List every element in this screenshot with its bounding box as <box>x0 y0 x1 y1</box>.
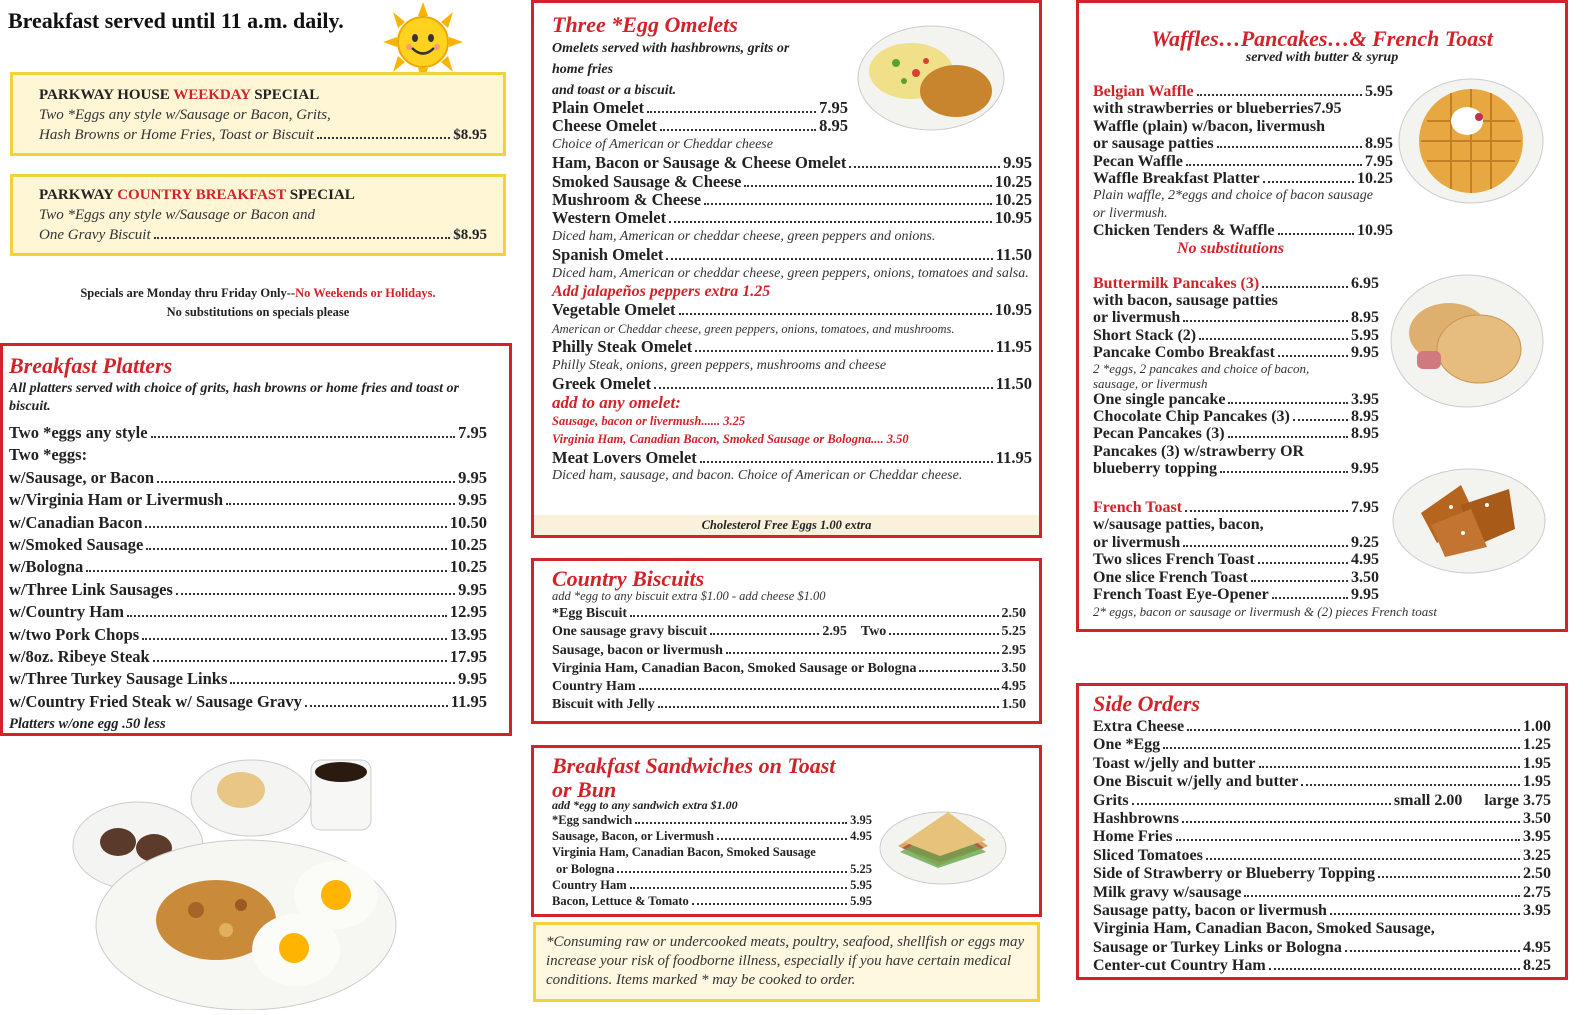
platter-item: w/Canadian Bacon 10.50 <box>9 512 487 532</box>
omelets-sub3: and toast or a biscuit. <box>552 83 677 98</box>
side-item: Side of Strawberry or Blueberry Topping 2.50 <box>1093 865 1551 883</box>
platter-eggs-label: Two *eggs: <box>9 445 88 465</box>
weekday-special-line2 <box>39 127 487 144</box>
sandwich-item-line: Virginia Ham, Canadian Bacon, Smoked Sausage <box>552 845 816 860</box>
biscuit-item: Biscuit with Jelly 1.50 <box>552 697 1026 713</box>
weekday-special-box <box>10 72 506 156</box>
waffle-item: Waffle Breakfast Platter 10.25 <box>1093 170 1393 188</box>
waffle-note: Plain waffle, 2*eggs and choice of bacon sausage or livermush. <box>1093 188 1373 221</box>
french-toast-item: or livermush 9.25 <box>1093 533 1379 551</box>
waffle-item: Chicken Tenders & Waffle 10.95 <box>1093 222 1393 240</box>
country-title-highlight: COUNTRY BREAKFAST <box>117 187 287 203</box>
biscuit-item: Virginia Ham, Canadian Bacon, Smoked Sausage or Bologna 3.50 <box>552 660 1026 676</box>
side-item: Extra Cheese 1.00 <box>1093 718 1551 735</box>
country-special-box <box>10 174 506 256</box>
platter-item: w/Sausage, or Bacon 9.95 <box>9 467 487 487</box>
side-orders-box <box>1076 683 1568 980</box>
side-item: Sliced Tomatoes 3.25 <box>1093 846 1551 864</box>
weekday-title-highlight: WEEKDAY <box>173 87 251 103</box>
platter-item: w/Virginia Ham or Livermush 9.95 <box>9 490 487 510</box>
side-item-grits: Grits small 2.00 large 3.75 <box>1093 791 1551 809</box>
french-toast-list <box>1093 499 1437 621</box>
country-title-post: SPECIAL <box>286 187 355 203</box>
side-item: Home Fries 3.95 <box>1093 828 1551 846</box>
omelet-item: Western Omelet 10.95 <box>552 208 1032 228</box>
platter-item: w/two Pork Chops 13.95 <box>9 624 487 644</box>
country-special-title <box>39 187 355 204</box>
disclaimer-text: *Consuming raw or undercooked meats, poultry, seafood, shellfish or eggs may increase your risk of foodborne illness, especially if you have certain medical conditions. Items marked * may be cooked to order. <box>546 934 1025 988</box>
waffle-item: Pecan Waffle 7.95 <box>1093 152 1393 170</box>
sandwich-photo <box>878 796 1008 886</box>
weekday-title-post: SPECIAL <box>250 87 320 103</box>
cholesterol-free-note: Cholesterol Free Eggs 1.00 extra <box>534 515 1039 535</box>
omelet-list <box>552 99 1032 486</box>
french-toast-photo <box>1391 465 1547 575</box>
breakfast-plate-photo <box>66 750 426 1010</box>
pancake-item: Pecan Pancakes (3) 8.95 <box>1093 425 1379 443</box>
omelet-addon-1: Sausage, bacon or livermush...... 3.25 <box>552 413 746 428</box>
omelet-item: Smoked Sausage & Cheese 10.25 <box>552 171 1032 191</box>
omelet-note: Diced ham, American or cheddar cheese, green peppers, onions, tomatoes and salsa. <box>552 265 1029 281</box>
french-toast-note: 2* eggs, bacon or sausage or livermush & (2) pieces French toast <box>1093 604 1437 620</box>
specials-no-substitutions: No substitutions on specials please <box>166 305 350 319</box>
biscuits-list <box>552 605 1026 715</box>
omelet-jalapeno-addon: Add jalapeños peppers extra 1.25 <box>552 283 771 301</box>
omelets-box <box>531 0 1042 538</box>
platter-item: w/Country Ham 12.95 <box>9 602 487 622</box>
sides-list <box>1093 718 1551 976</box>
country-special-line2 <box>39 227 487 244</box>
omelet-item: Cheese Omelet 8.95 <box>552 116 848 136</box>
platter-item: w/Smoked Sausage 10.25 <box>9 535 487 555</box>
omelet-note: Diced ham, sausage, and bacon. Choice of American or Cheddar cheese. <box>552 468 963 484</box>
waffles-sub: served with butter & syrup <box>1245 50 1399 65</box>
sandwich-item: *Egg sandwich 3.95 <box>552 813 872 827</box>
pancake-item: blueberry topping 9.95 <box>1093 459 1379 477</box>
pancake-item: or livermush 8.95 <box>1093 309 1379 327</box>
platter-item: w/Country Fried Steak w/ Sausage Gravy 11.95 <box>9 691 487 711</box>
waffle-item: Belgian Waffle 5.95 <box>1093 83 1393 100</box>
waffle-item-line: Waffle (plain) w/bacon, livermush <box>1093 117 1326 135</box>
waffle-no-substitutions: No substitutions <box>1177 239 1285 257</box>
biscuit-item: *Egg Biscuit 2.50 <box>552 606 1026 621</box>
pancake-item: Short Stack (2) 5.95 <box>1093 326 1379 344</box>
platter-items <box>9 467 487 713</box>
side-item: One *Egg 1.25 <box>1093 736 1551 754</box>
side-item: Sausage patty, bacon or livermush 3.95 <box>1093 902 1551 920</box>
pancake-list <box>1093 275 1379 477</box>
omelets-sub2: home fries <box>552 62 614 77</box>
platters-list <box>9 422 487 736</box>
side-item: Hashbrowns 3.50 <box>1093 810 1551 828</box>
platter-item: w/Three Turkey Sausage Links 9.95 <box>9 669 487 689</box>
sandwich-item: Bacon, Lettuce & Tomato 5.95 <box>552 894 872 909</box>
omelet-addon-title: add to any omelet: <box>552 392 681 412</box>
sandwich-item: Country Ham 5.95 <box>552 877 872 892</box>
omelet-note: Philly Steak, onions, green peppers, mushrooms and cheese <box>552 357 887 373</box>
french-toast-item: One slice French Toast 3.50 <box>1093 568 1379 586</box>
biscuit-item: One sausage gravy biscuit 2.95 Two 5.25 <box>552 624 1027 640</box>
side-item: Toast w/jelly and butter 1.95 <box>1093 754 1551 772</box>
biscuit-item: Sausage, bacon or livermush 2.95 <box>552 642 1026 658</box>
omelet-note: Choice of American or Cheddar cheese <box>552 136 773 152</box>
french-toast-line: w/sausage patties, bacon, <box>1093 516 1264 534</box>
omelet-item: Vegetable Omelet 10.95 <box>552 300 1032 320</box>
specials-note <box>10 284 506 322</box>
omelet-item: Spanish Omelet 11.50 <box>552 245 1032 265</box>
platter-item: Two *eggs any style 7.95 <box>9 423 487 442</box>
pancake-item-line: with bacon, sausage patties <box>1093 292 1278 310</box>
waffle-list <box>1093 83 1393 257</box>
weekday-special-line1: Two *Eggs any style w/Sausage or Bacon, Grits, <box>39 107 331 123</box>
omelet-item: Philly Steak Omelet 11.95 <box>552 337 1032 357</box>
sandwiches-title-line2: or Bun <box>552 777 617 802</box>
breakfast-platters-box <box>0 343 512 736</box>
pancakes-photo <box>1389 273 1545 409</box>
sandwiches-title <box>552 754 835 802</box>
platter-item: w/8oz. Ribeye Steak 17.95 <box>9 647 487 667</box>
sandwiches-list <box>552 812 872 909</box>
side-item: One Biscuit w/jelly and butter 1.95 <box>1093 773 1551 791</box>
specials-note-highlight: No Weekends or Holidays. <box>295 286 436 300</box>
pancake-item: Pancake Combo Breakfast 9.95 <box>1093 343 1379 361</box>
waffles-box <box>1076 0 1568 632</box>
country-biscuits-box <box>531 558 1042 724</box>
smiling-sun-icon <box>378 2 468 82</box>
french-toast-item: French Toast 7.95 <box>1093 499 1379 516</box>
side-item: Center-cut Country Ham 8.25 <box>1093 957 1551 975</box>
platters-title: Breakfast Platters <box>9 353 173 378</box>
pancake-item: One single pancake 3.95 <box>1093 391 1379 409</box>
omelets-sub1: Omelets served with hashbrowns, grits or <box>552 41 790 56</box>
sandwich-item: or Bologna 5.25 <box>556 861 872 876</box>
sandwiches-title-line1: Breakfast Sandwiches on Toast <box>552 753 836 778</box>
platters-subtitle: All platters served with choice of grits, hash browns or home fries and toast or biscuit. <box>9 381 459 414</box>
biscuits-title: Country Biscuits <box>552 566 705 591</box>
omelet-addon-2: Virginia Ham, Canadian Bacon, Smoked Sausage or Bologna.... 3.50 <box>552 432 909 447</box>
platter-item: w/Three Link Sausages 9.95 <box>9 579 487 599</box>
platters-footer: Platters w/one egg .50 less <box>9 716 166 733</box>
side-item: Sausage or Turkey Links or Bologna 4.95 <box>1093 938 1551 956</box>
waffle-item: with strawberries or blueberries 7.95 <box>1093 100 1342 118</box>
french-toast-item: Two slices French Toast 4.95 <box>1093 551 1379 569</box>
weekday-special-price: $8.95 <box>453 127 487 143</box>
platter-item: w/Bologna 10.25 <box>9 557 487 577</box>
biscuits-sub: add *egg to any biscuit extra $1.00 - add cheese $1.00 <box>552 589 826 603</box>
waffles-title: Waffles…Pancakes…& French Toast <box>1151 26 1493 51</box>
omelet-item: Ham, Bacon or Sausage & Cheese Omelet 9.95 <box>552 153 1032 173</box>
pancake-note: 2 *eggs, 2 pancakes and choice of bacon, sausage, or livermush <box>1093 361 1310 392</box>
weekday-special-desc: Hash Browns or Home Fries, Toast or Biscuit <box>39 127 314 143</box>
omelet-item: Plain Omelet 7.95 <box>552 98 848 117</box>
country-special-price: $8.95 <box>453 227 487 243</box>
pancake-item: Buttermilk Pancakes (3) 6.95 <box>1093 275 1379 292</box>
served-until-heading: Breakfast served until 11 a.m. daily. <box>8 8 344 33</box>
omelet-item: Meat Lovers Omelet 11.95 <box>552 447 1032 467</box>
omelet-item: Greek Omelet 11.50 <box>552 374 1032 394</box>
sides-title: Side Orders <box>1093 691 1200 716</box>
consumption-disclaimer <box>533 922 1040 1002</box>
specials-note-text: Specials are Monday thru Friday Only-- <box>80 286 296 300</box>
country-special-desc: One Gravy Biscuit <box>39 227 151 243</box>
french-toast-item: French Toast Eye-Opener 9.95 <box>1093 586 1379 604</box>
breakfast-sandwiches-box <box>531 745 1042 917</box>
country-special-line1: Two *Eggs any style w/Sausage or Bacon and <box>39 207 315 223</box>
omelet-note: American or Cheddar cheese, green peppers, onions, tomatoes, and mushrooms. <box>552 321 955 336</box>
biscuit-item: Country Ham 4.95 <box>552 679 1026 695</box>
side-item: Milk gravy w/sausage 2.75 <box>1093 883 1551 901</box>
omelet-item: Mushroom & Cheese 10.25 <box>552 190 1032 210</box>
pancake-item-line: Pancakes (3) w/strawberry OR <box>1093 442 1305 460</box>
waffle-photo <box>1397 77 1545 205</box>
omelet-note: Diced ham, American or cheddar cheese, green peppers and onions. <box>552 228 936 244</box>
side-item-line: Virginia Ham, Canadian Bacon, Smoked Sausage, <box>1093 920 1435 938</box>
country-title-pre: PARKWAY <box>39 187 118 203</box>
weekday-special-title <box>39 87 319 104</box>
omelets-title: Three *Egg Omelets <box>552 12 738 37</box>
waffle-item: or sausage patties 8.95 <box>1093 135 1393 153</box>
pancake-item: Chocolate Chip Pancakes (3) 8.95 <box>1093 408 1379 426</box>
sandwich-item: Sausage, Bacon, or Livermush 4.95 <box>552 829 872 844</box>
weekday-title-pre: PARKWAY HOUSE <box>39 87 174 103</box>
sandwiches-sub: add *egg to any sandwich extra $1.00 <box>552 798 738 812</box>
